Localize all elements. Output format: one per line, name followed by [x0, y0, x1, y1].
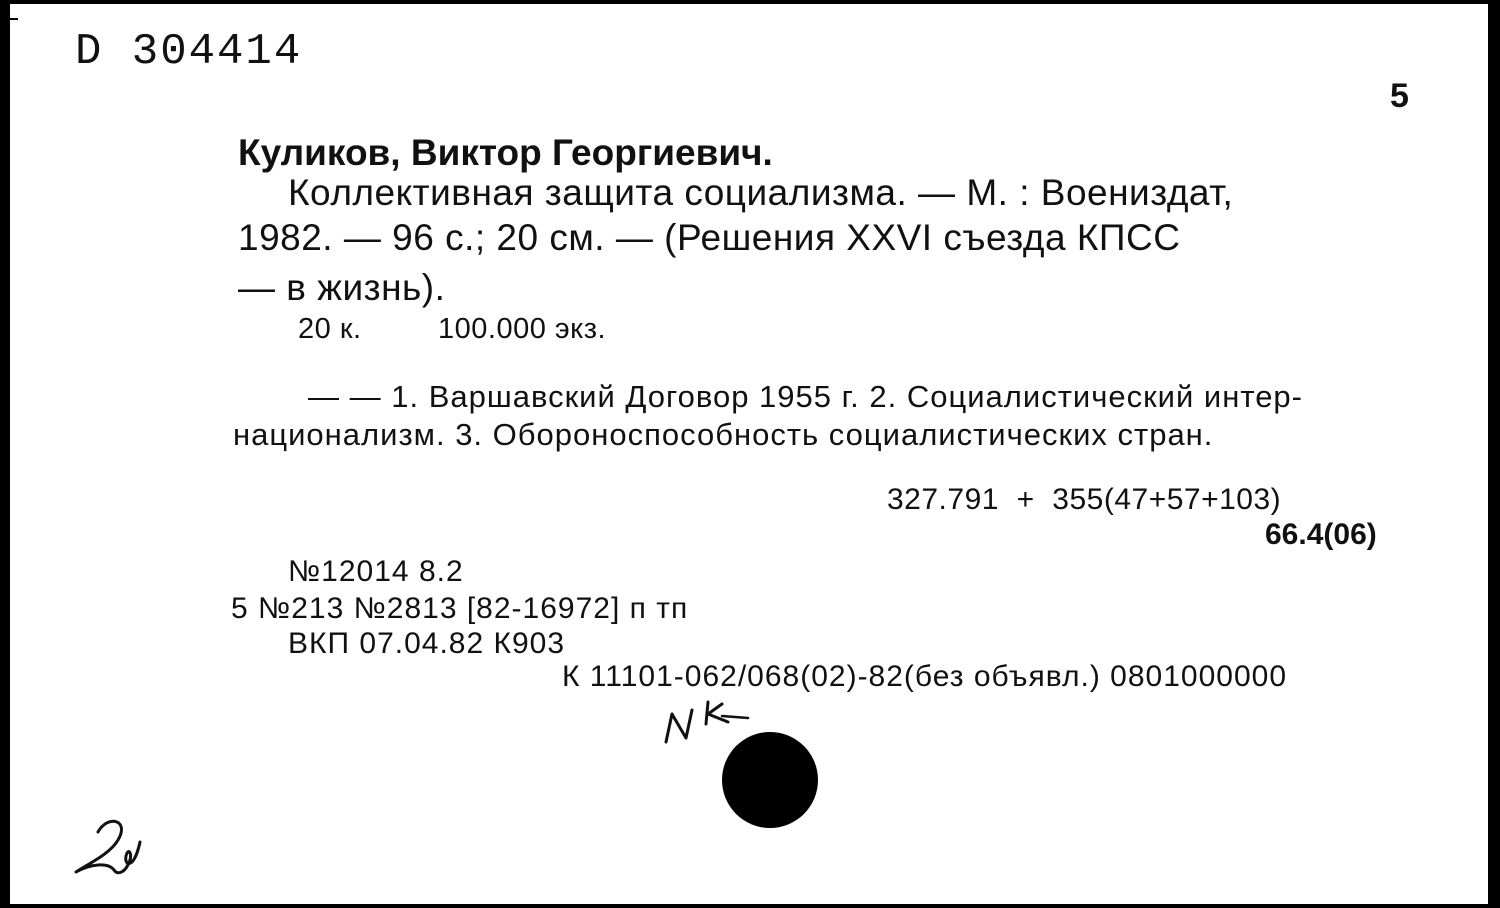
author-name: Куликов, Виктор Георгиевич. — [238, 132, 773, 173]
catalog-number: D 304414 — [75, 27, 303, 77]
price: 20 к. — [298, 313, 362, 345]
handwritten-nk-mark — [658, 696, 758, 746]
classification-code: 327.791 + 355(47+57+103) — [887, 483, 1282, 516]
title-line-3: — в жизнь). — [238, 267, 446, 308]
edge-mark — [10, 18, 18, 20]
classification-code-bold: 66.4(06) — [1265, 518, 1377, 551]
meta-line-2: 5 №213 №2813 [82-16972] п тп — [231, 592, 689, 625]
subject-line-2: национализм. 3. Обороноспособность социалистических стран. — [233, 417, 1214, 452]
meta-line-1: №12014 8.2 — [288, 555, 464, 588]
title-line-1: Коллективная защита социализма. — М. : Воениздат, — [288, 172, 1234, 213]
punch-hole — [722, 732, 818, 828]
meta-line-4: К 11101-062/068(02)-82(без объявл.) 0801000000 — [562, 660, 1287, 693]
subject-line-1: — — 1. Варшавский Договор 1955 г. 2. Социалистический интер- — [308, 379, 1303, 414]
print-run: 100.000 экз. — [438, 313, 607, 345]
title-line-2: 1982. — 96 с.; 20 см. — (Решения XXVI съезда КПСС — [238, 217, 1181, 258]
corner-mark: 5 — [1390, 77, 1409, 115]
meta-line-3: ВКП 07.04.82 К903 — [288, 627, 566, 660]
handwritten-signature — [68, 812, 158, 882]
catalog-card — [10, 4, 1488, 904]
